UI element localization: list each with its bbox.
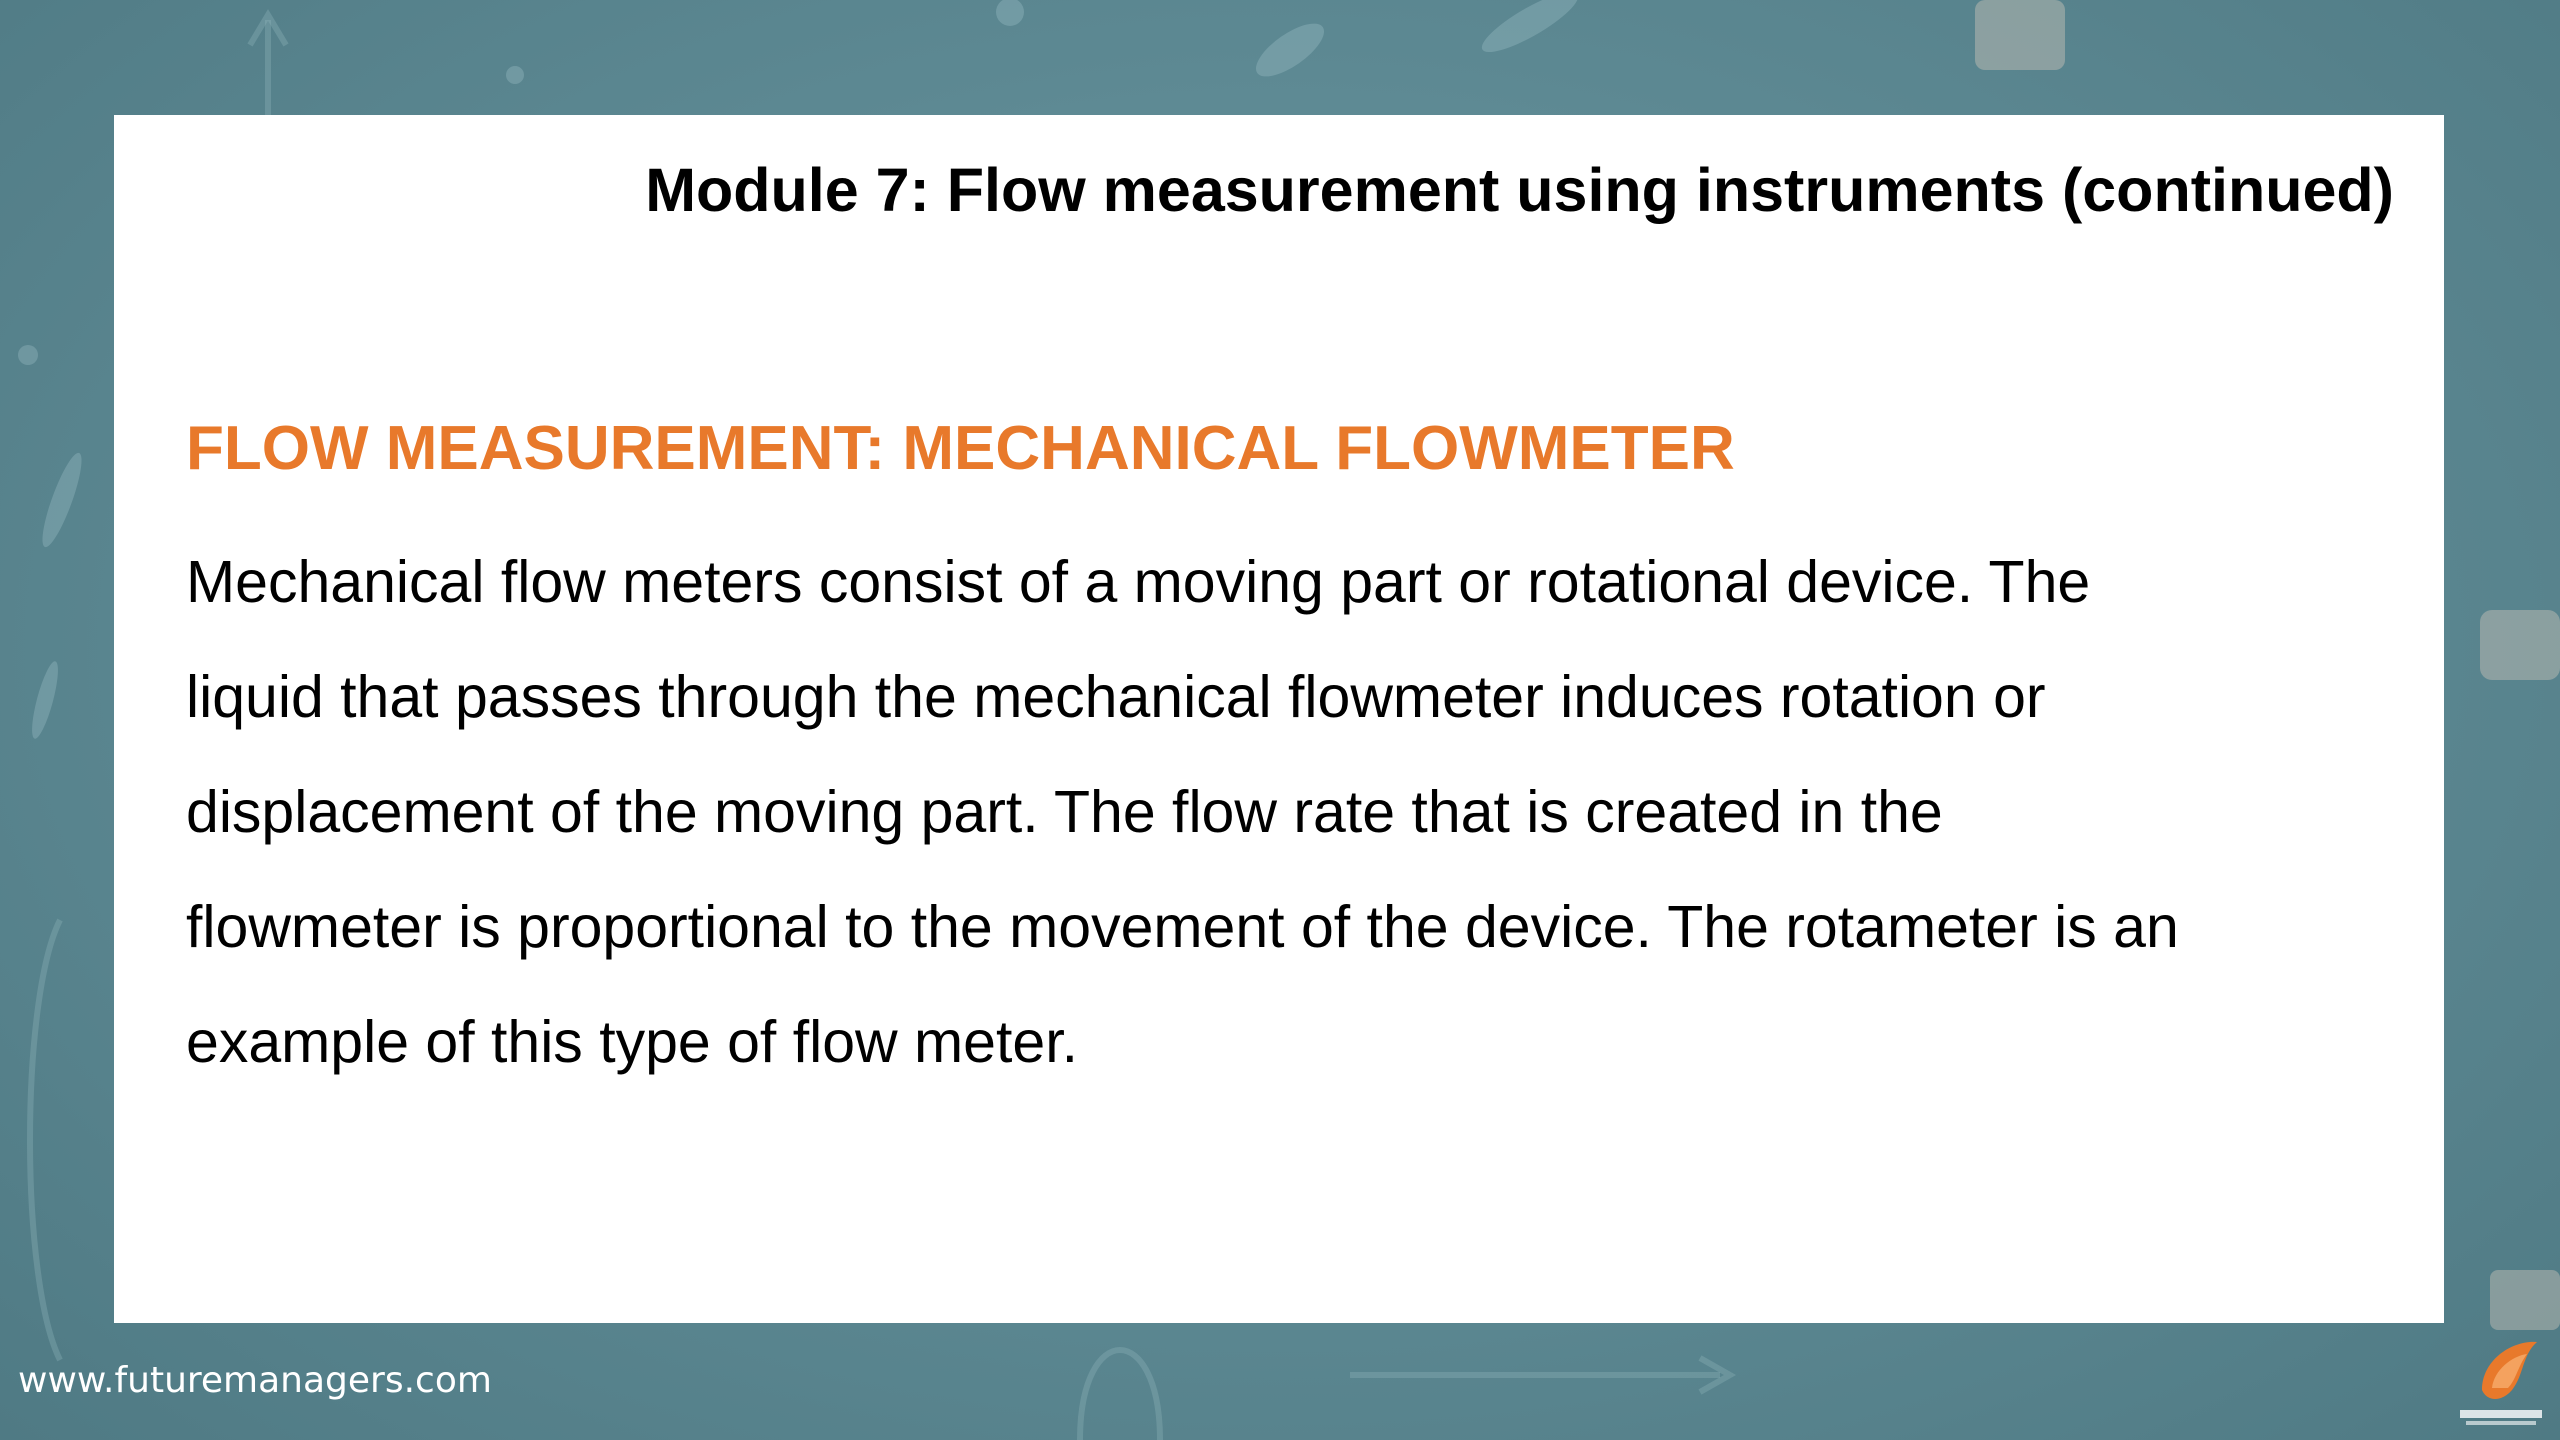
body-line: liquid that passes through the mechanical flowmeter induces rotation or — [186, 664, 2046, 730]
future-managers-logo-icon — [2452, 1330, 2548, 1430]
body-line: example of this type of flow meter. — [186, 1009, 1078, 1075]
body-line: Mechanical flow meters consist of a moving part or rotational device. The — [186, 549, 2091, 615]
section-heading: FLOW MEASUREMENT: MECHANICAL FLOWMETER — [186, 414, 1735, 483]
logo-graphic — [2452, 1330, 2548, 1430]
slide-title: Module 7: Flow measurement using instruments (continued) — [645, 156, 2394, 224]
footer-website-url: www.futuremanagers.com — [18, 1360, 492, 1401]
body-paragraph — [186, 525, 2179, 1100]
body-line: flowmeter is proportional to the movement of the device. The rotameter is an — [186, 894, 2179, 960]
slide-content-card — [114, 115, 2444, 1323]
body-line: displacement of the moving part. The flow rate that is created in the — [186, 779, 1943, 845]
